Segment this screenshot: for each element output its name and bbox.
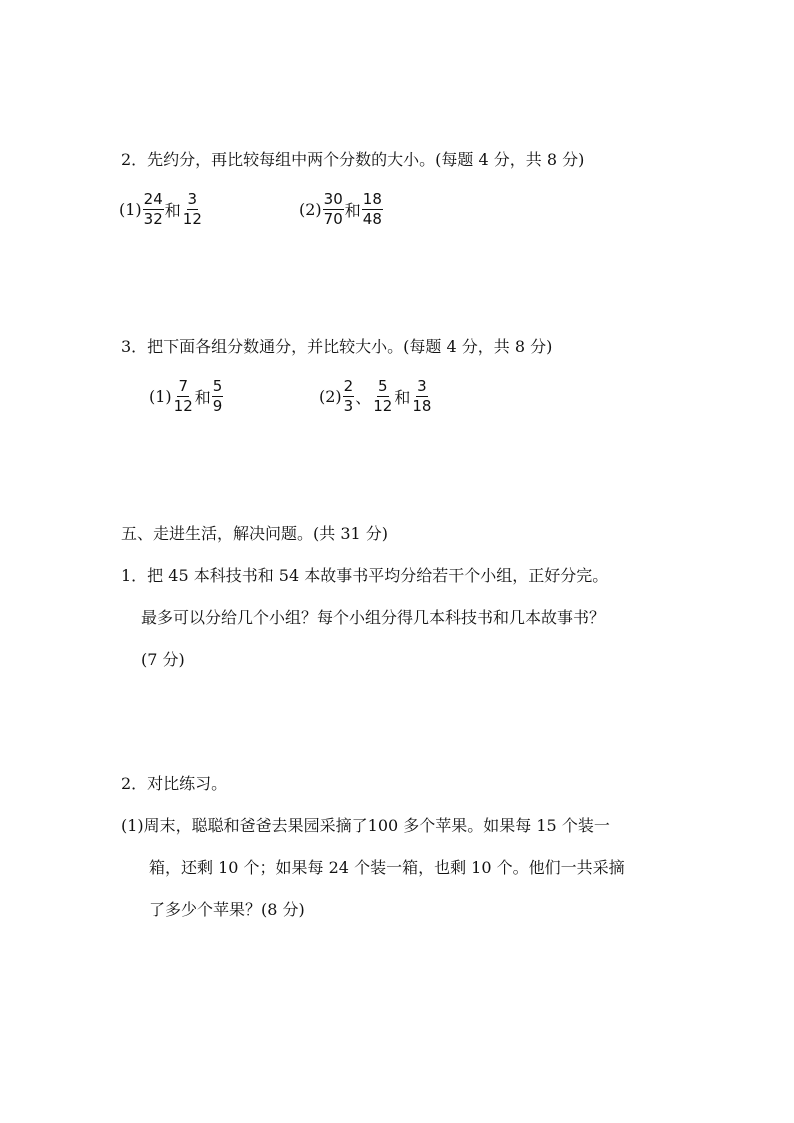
question-2-item-2 bbox=[299, 191, 384, 228]
problem-1-line-1: 1．把 45 本科技书和 54 本故事书平均分给若干个小组，正好分完。 bbox=[121, 566, 609, 585]
denominator: 32 bbox=[143, 210, 163, 228]
join-word: 和 bbox=[164, 201, 181, 220]
numerator: 3 bbox=[417, 377, 427, 395]
denominator: 9 bbox=[212, 397, 223, 415]
problem-2-line-2: 箱，还剩 10 个；如果每 24 个装一箱，也剩 10 个。他们一共采摘 bbox=[149, 858, 625, 877]
denominator: 12 bbox=[182, 210, 202, 228]
fraction bbox=[362, 191, 383, 228]
numerator: 5 bbox=[212, 377, 223, 395]
denominator: 48 bbox=[362, 210, 382, 228]
join-word: 和 bbox=[344, 201, 361, 220]
fraction bbox=[143, 191, 164, 228]
denominator: 18 bbox=[412, 397, 432, 415]
item-label: (1) bbox=[149, 387, 172, 406]
question-3-item-1 bbox=[149, 378, 224, 415]
numerator: 2 bbox=[343, 377, 354, 395]
question-2-title: 2．先约分，再比较每组中两个分数的大小。(每题 4 分，共 8 分) bbox=[121, 150, 585, 169]
numerator: 7 bbox=[178, 377, 188, 395]
problem-2-line-3: 了多少个苹果？(8 分) bbox=[149, 900, 305, 919]
question-2-item-1 bbox=[119, 191, 204, 228]
denominator: 3 bbox=[343, 397, 354, 415]
fraction bbox=[411, 378, 432, 415]
problem-2-line-1: (1)周末，聪聪和爸爸去果园采摘了100 多个苹果。如果每 15 个装一 bbox=[121, 816, 610, 835]
item-label: (1) bbox=[119, 200, 142, 219]
separator: 、 bbox=[355, 388, 372, 407]
numerator: 3 bbox=[187, 190, 198, 208]
numerator: 18 bbox=[362, 190, 382, 208]
numerator: 24 bbox=[143, 190, 163, 208]
numerator: 30 bbox=[323, 190, 343, 208]
problem-1-line-3: (7 分) bbox=[141, 650, 185, 669]
question-3-title: 3．把下面各组分数通分，并比较大小。(每题 4 分，共 8 分) bbox=[121, 337, 553, 356]
fraction bbox=[343, 378, 355, 415]
join-word: 和 bbox=[394, 388, 411, 407]
join-word: 和 bbox=[194, 388, 211, 407]
problem-2-title: 2．对比练习。 bbox=[121, 774, 228, 793]
section-5-title: 五、走进生活，解决问题。(共 31 分) bbox=[121, 524, 389, 543]
fraction bbox=[173, 378, 194, 415]
numerator: 5 bbox=[378, 377, 388, 395]
denominator: 70 bbox=[323, 210, 343, 228]
fraction bbox=[323, 191, 344, 228]
fraction bbox=[212, 378, 224, 415]
fraction bbox=[372, 378, 393, 415]
denominator: 12 bbox=[373, 397, 393, 415]
item-label: (2) bbox=[319, 387, 342, 406]
question-3-item-2 bbox=[319, 378, 433, 415]
fraction bbox=[182, 191, 203, 228]
problem-1-line-2: 最多可以分给几个小组？每个小组分得几本科技书和几本故事书？ bbox=[141, 608, 606, 627]
item-label: (2) bbox=[299, 200, 322, 219]
denominator: 12 bbox=[173, 397, 193, 415]
